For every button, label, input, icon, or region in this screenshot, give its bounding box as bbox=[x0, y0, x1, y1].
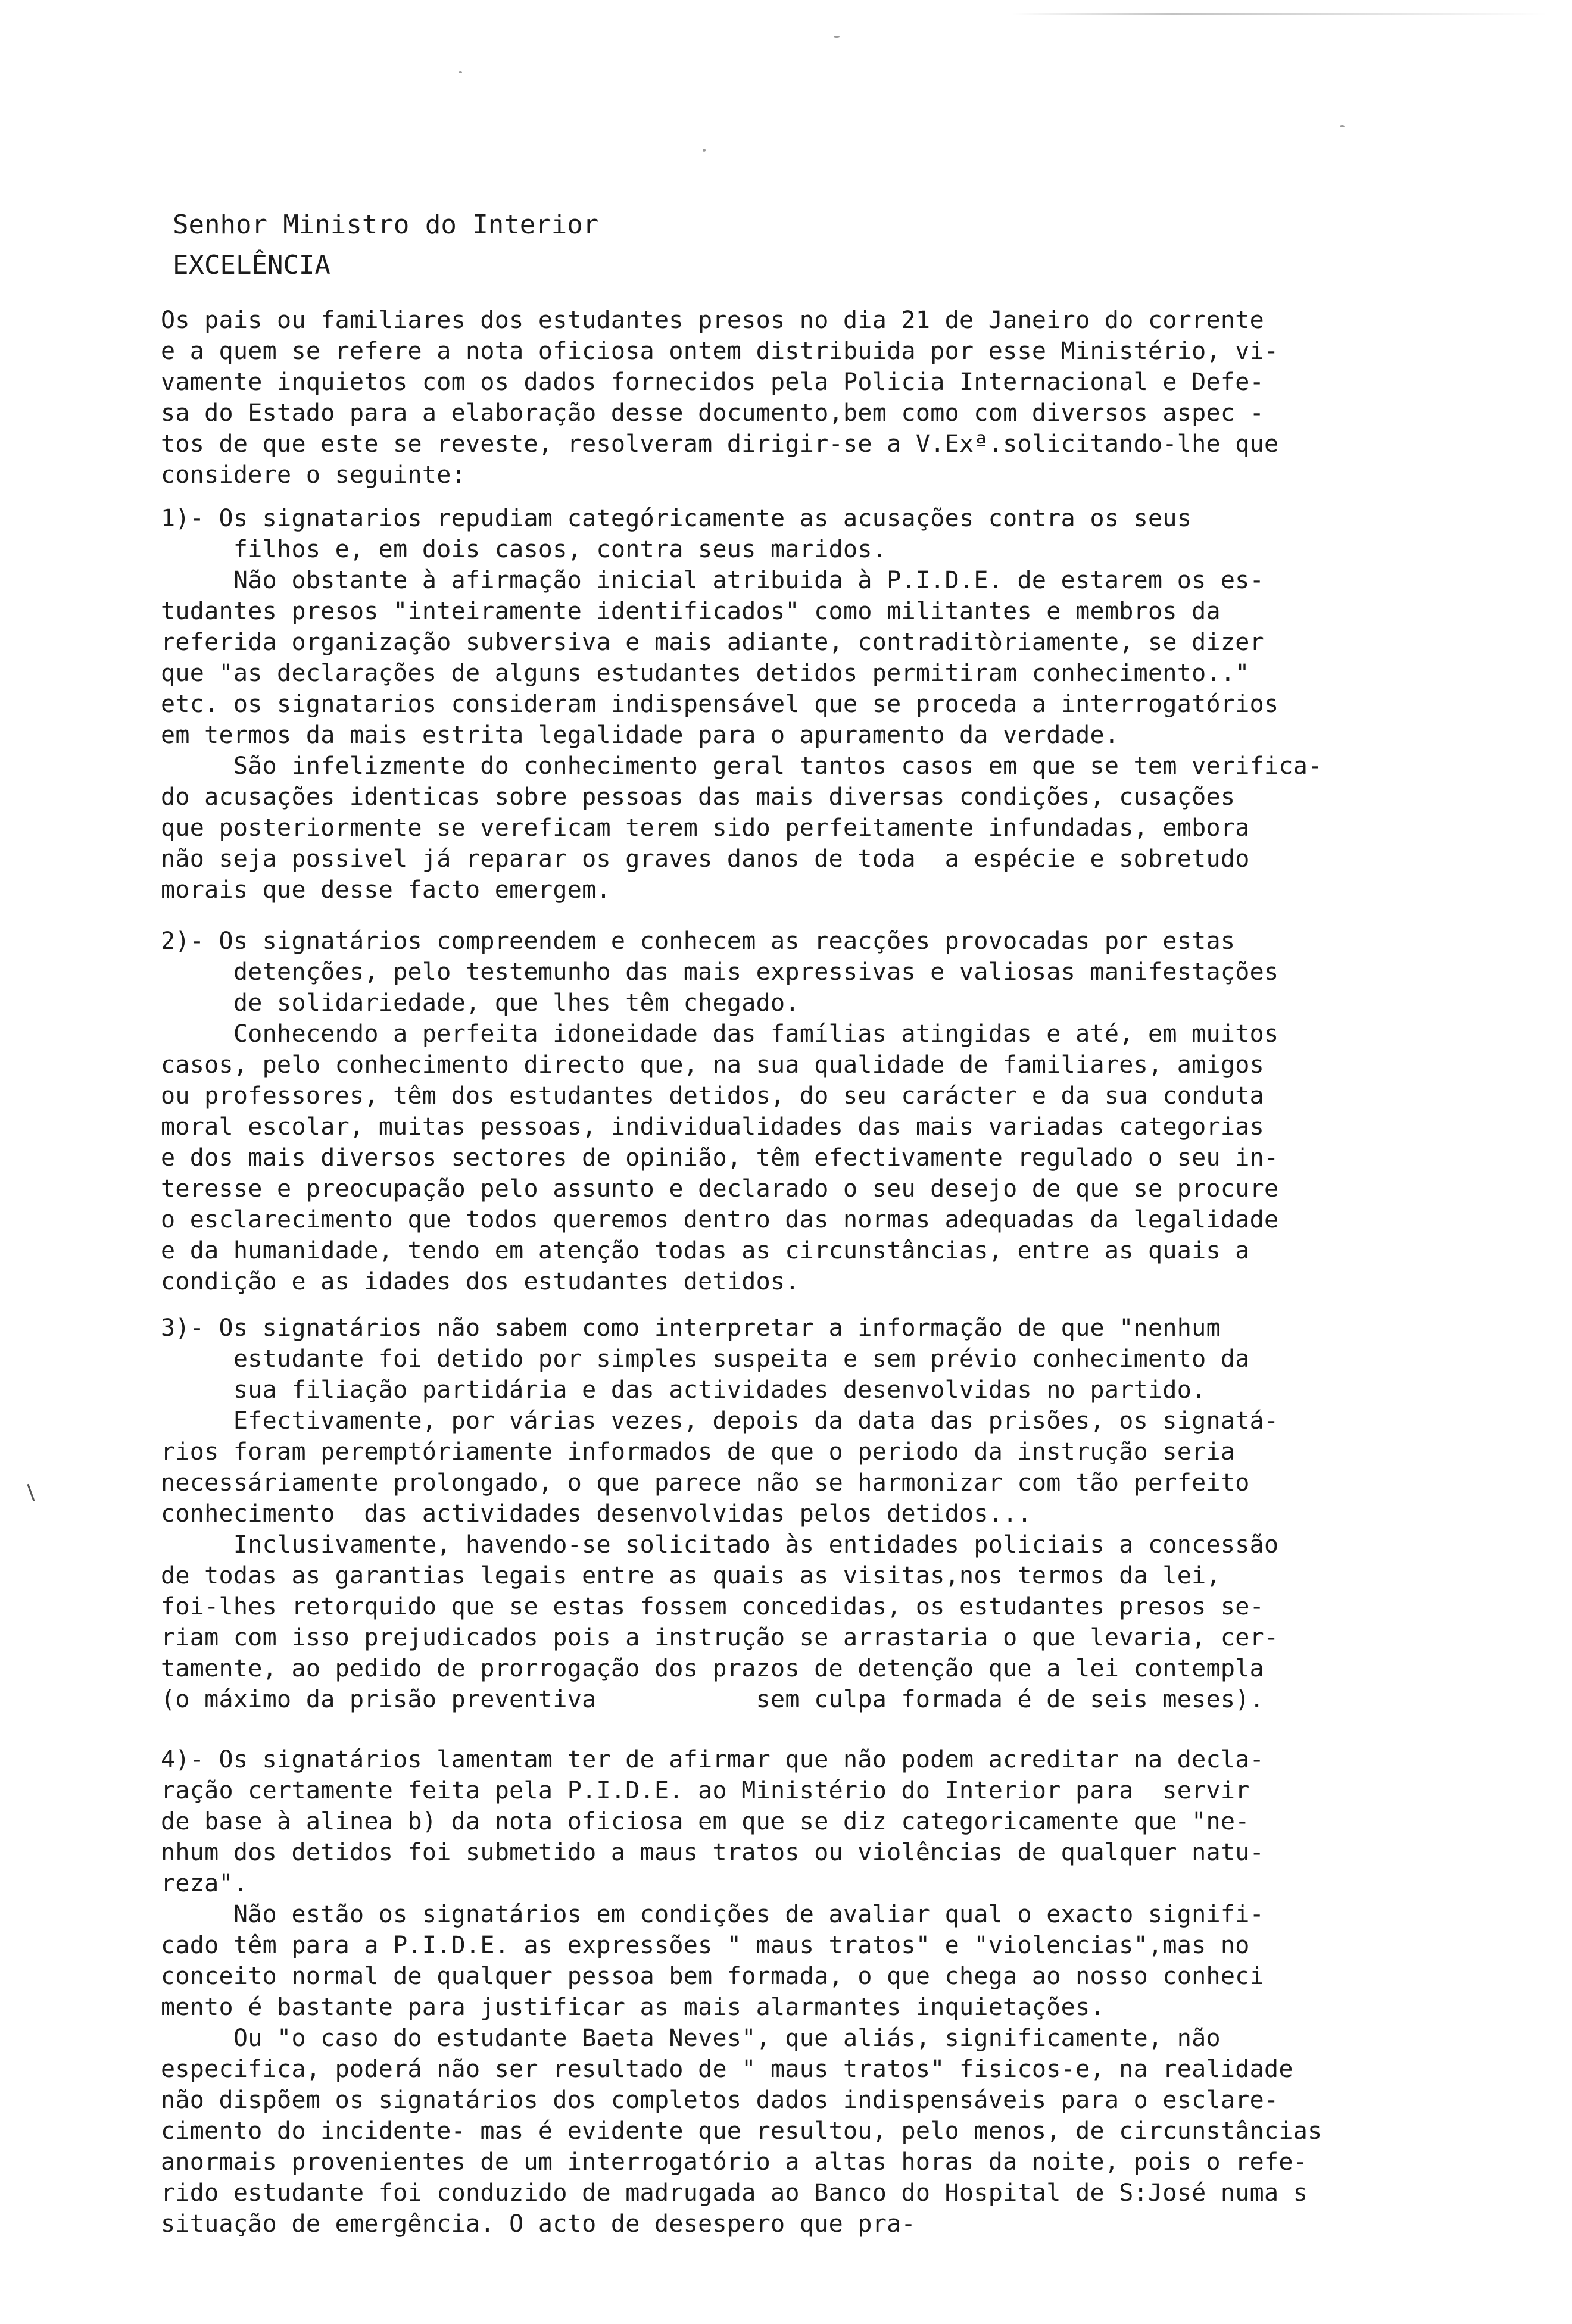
text-line: 3)- Os signatários não sabem como interpretar a informação de que "nenhum bbox=[161, 1314, 1221, 1342]
scan-speck bbox=[834, 36, 840, 38]
text-line: riam com isso prejudicados pois a instrução se arrastaria o que levaria, cer- bbox=[161, 1624, 1279, 1651]
text-line: mento é bastante para justificar as mais alarmantes inquietações. bbox=[161, 1994, 1105, 2021]
text-line: ração certamente feita pela P.I.D.E. ao Ministério do Interior para servir bbox=[161, 1777, 1250, 1804]
text-line: filhos e, em dois casos, contra seus maridos. bbox=[161, 536, 887, 563]
text-line: moral escolar, muitas pessoas, individualidades das mais variadas categorias bbox=[161, 1113, 1265, 1141]
intro-paragraph bbox=[161, 305, 1399, 491]
text-line: cimento do incidente- mas é evidente que resultou, pelo menos, de circunstâncias bbox=[161, 2117, 1323, 2145]
text-line: São infelizmente do conhecimento geral tantos casos em que se tem verifica- bbox=[161, 752, 1323, 780]
text-line: condição e as idades dos estudantes detidos. bbox=[161, 1268, 800, 1295]
salutation: Senhor Ministro do Interior bbox=[173, 210, 599, 240]
text-line: cado têm para a P.I.D.E. as expressões " maus tratos" e "violencias",mas no bbox=[161, 1932, 1250, 1959]
text-line: do acusações identicas sobre pessoas das mais diversas condições, cusações bbox=[161, 783, 1236, 811]
text-line: sua filiação partidária e das actividades desenvolvidas no partido. bbox=[161, 1376, 1206, 1404]
text-line: detenções, pelo testemunho das mais expressivas e valiosas manifestações bbox=[161, 958, 1279, 986]
text-line: (o máximo da prisão preventiva sem culpa formada é de seis meses). bbox=[161, 1686, 1265, 1713]
text-line: em termos da mais estrita legalidade para o apuramento da verdade. bbox=[161, 721, 1119, 749]
text-line: não dispõem os signatários dos completos dados indispensáveis para o esclare- bbox=[161, 2086, 1279, 2114]
text-line: vamente inquietos com os dados fornecidos pela Policia Internacional e Defe- bbox=[161, 368, 1265, 396]
text-line: considere o seguinte: bbox=[161, 461, 466, 489]
text-line: Conhecendo a perfeita idoneidade das famílias atingidas e até, em muitos bbox=[161, 1020, 1279, 1048]
text-line: e da humanidade, tendo em atenção todas as circunstâncias, entre as quais a bbox=[161, 1237, 1250, 1264]
text-line: especifica, poderá não ser resultado de " maus tratos" fisicos-e, na realidade bbox=[161, 2056, 1293, 2083]
text-line: conceito normal de qualquer pessoa bem formada, o que chega ao nosso conheci bbox=[161, 1963, 1265, 1990]
text-line: rios foram peremptóriamente informados de que o periodo da instrução seria bbox=[161, 1438, 1236, 1466]
text-line: necessáriamente prolongado, o que parece não se harmonizar com tão perfeito bbox=[161, 1469, 1250, 1497]
greeting: EXCELÊNCIA bbox=[173, 250, 330, 280]
text-line: tos de que este se reveste, resolveram dirigir-se a V.Exª.solicitando-lhe que bbox=[161, 430, 1279, 458]
text-line: referida organização subversiva e mais adiante, contraditòriamente, se dizer bbox=[161, 629, 1265, 656]
scan-noise bbox=[1012, 13, 1548, 15]
text-line: sa do Estado para a elaboração desse documento,bem como com diversos aspec - bbox=[161, 399, 1265, 427]
margin-pen-mark bbox=[27, 1481, 42, 1501]
text-line: 1)- Os signatarios repudiam categóricamente as acusações contra os seus bbox=[161, 505, 1192, 532]
scan-speck bbox=[458, 71, 462, 73]
scan-speck bbox=[1340, 125, 1345, 127]
text-line: anormais provenientes de um interrogatório a altas horas da noite, pois o refe- bbox=[161, 2148, 1308, 2176]
text-line: Efectivamente, por várias vezes, depois da data das prisões, os signatá- bbox=[161, 1407, 1279, 1435]
text-line: que posteriormente se vereficam terem sido perfeitamente infundadas, embora bbox=[161, 814, 1250, 842]
section-3 bbox=[161, 1313, 1399, 1715]
text-line: ou professores, têm dos estudantes detidos, do seu carácter e da sua conduta bbox=[161, 1082, 1265, 1110]
text-line: de base à alinea b) da nota oficiosa em que se diz categoricamente que "ne- bbox=[161, 1808, 1250, 1835]
text-line: Não obstante à afirmação inicial atribuida à P.I.D.E. de estarem os es- bbox=[161, 567, 1265, 594]
text-line: teresse e preocupação pelo assunto e declarado o seu desejo de que se procure bbox=[161, 1175, 1279, 1202]
text-line: estudante foi detido por simples suspeita e sem prévio conhecimento da bbox=[161, 1345, 1250, 1373]
text-line: o esclarecimento que todos queremos dentro das normas adequadas da legalidade bbox=[161, 1206, 1279, 1233]
section-4 bbox=[161, 1744, 1399, 2239]
text-line: conhecimento das actividades desenvolvidas pelos detidos... bbox=[161, 1500, 1032, 1528]
text-line: 4)- Os signatários lamentam ter de afirmar que não podem acreditar na decla- bbox=[161, 1746, 1265, 1773]
text-line: Inclusivamente, havendo-se solicitado às entidades policiais a concessão bbox=[161, 1531, 1279, 1558]
section-1 bbox=[161, 503, 1399, 905]
text-line: que "as declarações de alguns estudantes detidos permitiram conhecimento.." bbox=[161, 660, 1250, 687]
text-line: Não estão os signatários em condições de avaliar qual o exacto signifi- bbox=[161, 1901, 1265, 1928]
text-line: de solidariedade, que lhes têm chegado. bbox=[161, 989, 800, 1017]
scan-speck bbox=[703, 149, 706, 152]
text-line: Ou "o caso do estudante Baeta Neves", que aliás, significamente, não bbox=[161, 2025, 1221, 2052]
text-line: casos, pelo conhecimento directo que, na sua qualidade de familiares, amigos bbox=[161, 1051, 1265, 1079]
text-line: Os pais ou familiares dos estudantes presos no dia 21 de Janeiro do corrente bbox=[161, 307, 1265, 334]
section-2 bbox=[161, 926, 1399, 1297]
text-line: reza". bbox=[161, 1870, 248, 1897]
text-line: tamente, ao pedido de prorrogação dos prazos de detenção que a lei contempla bbox=[161, 1655, 1265, 1682]
text-line: 2)- Os signatários compreendem e conhecem as reacções provocadas por estas bbox=[161, 927, 1236, 955]
text-line: e a quem se refere a nota oficiosa ontem distribuida por esse Ministério, vi- bbox=[161, 338, 1279, 365]
text-line: etc. os signatarios consideram indispensável que se proceda a interrogatórios bbox=[161, 691, 1279, 718]
text-line: não seja possivel já reparar os graves danos de toda a espécie e sobretudo bbox=[161, 845, 1250, 873]
text-line: rido estudante foi conduzido de madrugada ao Banco do Hospital de S:José numa s bbox=[161, 2179, 1308, 2207]
text-line: foi-lhes retorquido que se estas fossem concedidas, os estudantes presos se- bbox=[161, 1593, 1265, 1620]
text-line: e dos mais diversos sectores de opinião, têm efectivamente regulado o seu in- bbox=[161, 1144, 1279, 1172]
text-line: tudantes presos "inteiramente identificados" como militantes e membros da bbox=[161, 598, 1221, 625]
text-line: de todas as garantias legais entre as quais as visitas,nos termos da lei, bbox=[161, 1562, 1221, 1589]
text-line: situação de emergência. O acto de desespero que pra- bbox=[161, 2210, 916, 2238]
text-line: morais que desse facto emergem. bbox=[161, 876, 611, 904]
text-line: nhum dos detidos foi submetido a maus tratos ou violências de qualquer natu- bbox=[161, 1839, 1265, 1866]
